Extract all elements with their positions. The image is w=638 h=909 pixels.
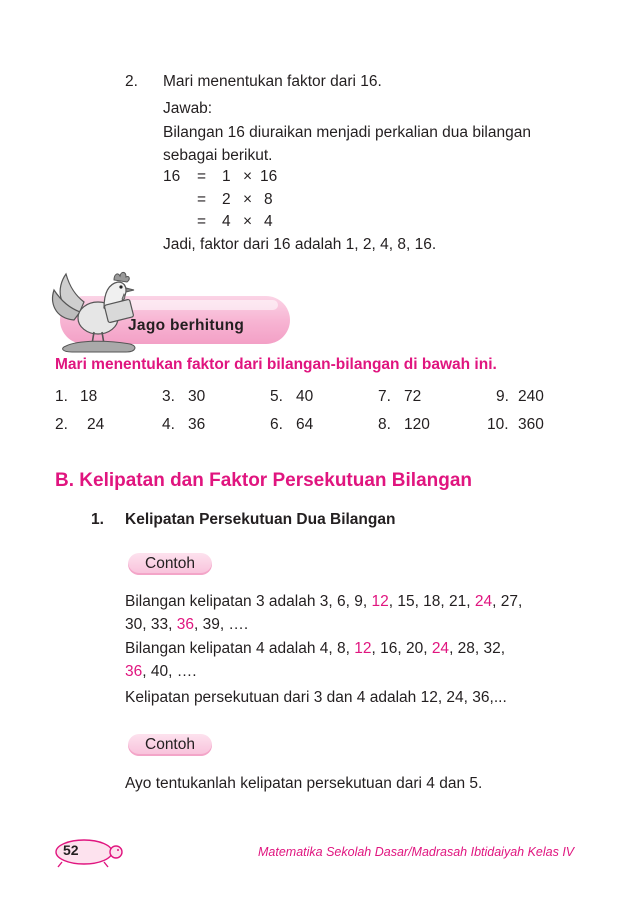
exercise-value: 24 (87, 416, 105, 433)
factor-b: 4 (264, 213, 273, 230)
rooster-icon (48, 258, 148, 358)
highlight-common-multiple: 12 (354, 640, 372, 657)
exercise-number: 3. (162, 388, 175, 405)
exercise-value: 36 (188, 416, 206, 433)
text: , 40, …. (142, 663, 197, 680)
banner-title: Jago berhitung (128, 317, 245, 334)
equals-sign: = (197, 213, 207, 230)
example-badge-label: Contoh (145, 555, 195, 572)
highlight-common-multiple: 36 (176, 616, 194, 633)
text: Bilangan kelipatan 4 adalah 4, 8, (125, 640, 355, 657)
example-conclusion: Kelipatan persekutuan dari 3 dan 4 adalah 12, 24, 36,... (125, 689, 507, 706)
highlight-common-multiple: 24 (474, 593, 493, 610)
subsection-number: 1. (91, 511, 104, 528)
exercise-value: 40 (296, 388, 314, 405)
exercise-value: 30 (188, 388, 206, 405)
footer-book-title: Matematika Sekolah Dasar/Madrasah Ibtidaiyah Kelas IV (258, 845, 575, 859)
description-line-2: sebagai berikut. (163, 147, 273, 164)
text: , 16, 20, (371, 640, 432, 657)
factor-a: 2 (222, 191, 231, 208)
text: , 15, 18, 21, (388, 593, 475, 610)
page-number: 52 (63, 842, 79, 858)
example-line (125, 663, 197, 681)
factor-a: 1 (222, 168, 231, 185)
text: , 28, 32, (449, 640, 506, 657)
exercise-number: 6. (270, 416, 283, 433)
highlight-common-multiple: 12 (371, 593, 389, 610)
times-sign: × (243, 191, 253, 208)
exercise-number: 10. (487, 416, 509, 433)
exercise-number: 5. (270, 388, 283, 405)
text: 30, 33, (125, 616, 177, 633)
example-line (125, 616, 248, 634)
equals-sign: = (197, 191, 207, 208)
exercise-instruction: Mari menentukan faktor dari bilangan-bilangan di bawah ini. (55, 356, 497, 373)
equals-sign: = (197, 168, 207, 185)
example-line (125, 593, 522, 611)
factor-a: 4 (222, 213, 231, 230)
exercise-value: 64 (296, 416, 314, 433)
item-number: 2. (125, 73, 138, 90)
exercise-value: 360 (518, 416, 544, 433)
example-badge-label: Contoh (145, 736, 195, 753)
highlight-common-multiple: 36 (125, 663, 143, 680)
exercise-number: 8. (378, 416, 391, 433)
equation-lhs: 16 (163, 168, 181, 185)
text: , 27, (492, 593, 523, 610)
example-prompt: Ayo tentukanlah kelipatan persekutuan dari 4 dan 5. (125, 775, 483, 792)
exercise-value: 72 (404, 388, 422, 405)
answer-label: Jawab: (163, 100, 213, 117)
example-line (125, 640, 505, 658)
conclusion: Jadi, faktor dari 16 adalah 1, 2, 4, 8, 16. (163, 236, 437, 253)
text: Bilangan kelipatan 3 adalah 3, 6, 9, (125, 593, 372, 610)
exercise-number: 1. (55, 388, 68, 405)
turtle-icon (48, 834, 126, 868)
factor-b: 8 (264, 191, 273, 208)
description-line-1: Bilangan 16 diuraikan menjadi perkalian dua bilangan (163, 124, 531, 141)
exercise-number: 4. (162, 416, 175, 433)
factor-b: 16 (260, 168, 278, 185)
text: , 39, …. (193, 616, 249, 633)
subsection-title: Kelipatan Persekutuan Dua Bilangan (125, 511, 396, 528)
highlight-common-multiple: 24 (431, 640, 450, 657)
exercise-number: 7. (378, 388, 391, 405)
exercise-number: 9. (496, 388, 509, 405)
exercise-number: 2. (55, 416, 68, 433)
section-heading: B. Kelipatan dan Faktor Persekutuan Bilangan (55, 470, 473, 491)
exercise-value: 240 (518, 388, 544, 405)
times-sign: × (243, 168, 253, 185)
exercise-value: 18 (80, 388, 98, 405)
times-sign: × (243, 213, 253, 230)
exercise-value: 120 (404, 416, 430, 433)
item-title: Mari menentukan faktor dari 16. (163, 73, 382, 90)
